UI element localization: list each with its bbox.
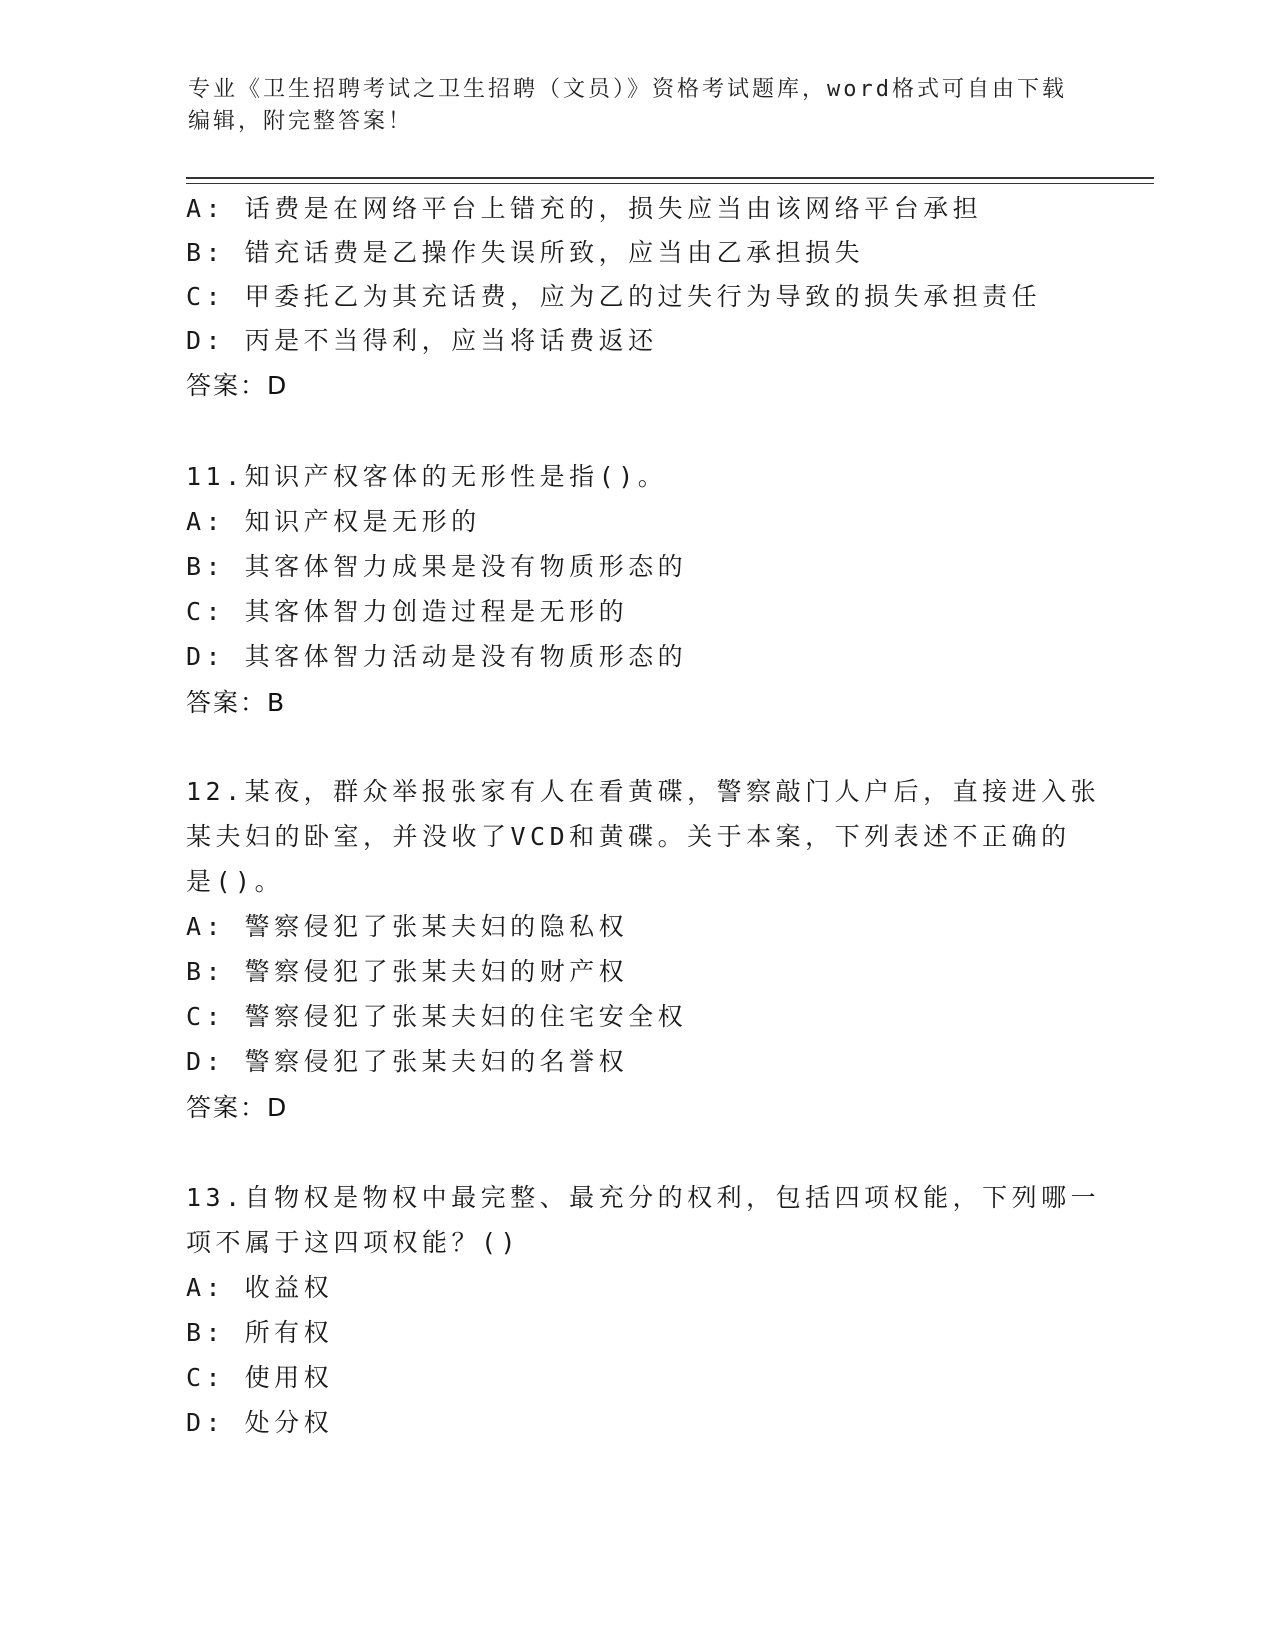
q12-stem-line-3: 是()。 [186, 867, 285, 896]
header-rule-thin [186, 183, 1154, 184]
prev-option-b: B: 错充话费是乙操作失误所致，应当由乙承担损失 [186, 238, 865, 267]
header-rule-thick [186, 177, 1154, 179]
q11-stem: 11.知识产权客体的无形性是指()。 [186, 462, 668, 491]
q11-option-c: C: 其客体智力创造过程是无形的 [186, 597, 629, 626]
q12-option-a: A: 警察侵犯了张某夫妇的隐私权 [186, 912, 629, 941]
prev-option-a: A: 话费是在网络平台上错充的，损失应当由该网络平台承担 [186, 194, 983, 223]
q12-option-d: D: 警察侵犯了张某夫妇的名誉权 [186, 1047, 629, 1076]
q11-option-d: D: 其客体智力活动是没有物质形态的 [186, 642, 688, 671]
prev-option-c: C: 甲委托乙为其充话费，应为乙的过失行为导致的损失承担责任 [186, 282, 1042, 311]
q13-stem-line-2: 项不属于这四项权能？() [186, 1228, 521, 1257]
header-line-2: 编辑，附完整答案！ [188, 109, 414, 134]
document-header [188, 74, 1088, 138]
prev-option-d: D: 丙是不当得利，应当将话费返还 [186, 326, 658, 355]
q13-option-d: D: 处分权 [186, 1408, 334, 1437]
q12-option-b: B: 警察侵犯了张某夫妇的财产权 [186, 957, 629, 986]
header-line-1: 专业《卫生招聘考试之卫生招聘（文员）》资格考试题库，word格式可自由下载 [188, 77, 1067, 102]
q11-option-b: B: 其客体智力成果是没有物质形态的 [186, 552, 688, 581]
q13-option-c: C: 使用权 [186, 1363, 334, 1392]
q13-stem-line-1: 13.自物权是物权中最完整、最充分的权利，包括四项权能，下列哪一 [186, 1183, 1101, 1212]
prev-answer: 答案：D [186, 371, 289, 400]
q11-option-a: A: 知识产权是无形的 [186, 507, 481, 536]
q12-option-c: C: 警察侵犯了张某夫妇的住宅安全权 [186, 1002, 688, 1031]
q12-stem-line-2: 某夫妇的卧室，并没收了VCD和黄碟。关于本案，下列表述不正确的 [186, 822, 1071, 851]
q11-answer: 答案：B [186, 688, 287, 717]
q13-option-b: B: 所有权 [186, 1318, 334, 1347]
q12-stem-line-1: 12.某夜，群众举报张家有人在看黄碟，警察敲门人户后，直接进入张 [186, 777, 1101, 806]
q13-option-a: A: 收益权 [186, 1273, 334, 1302]
q12-answer: 答案：D [186, 1093, 289, 1122]
